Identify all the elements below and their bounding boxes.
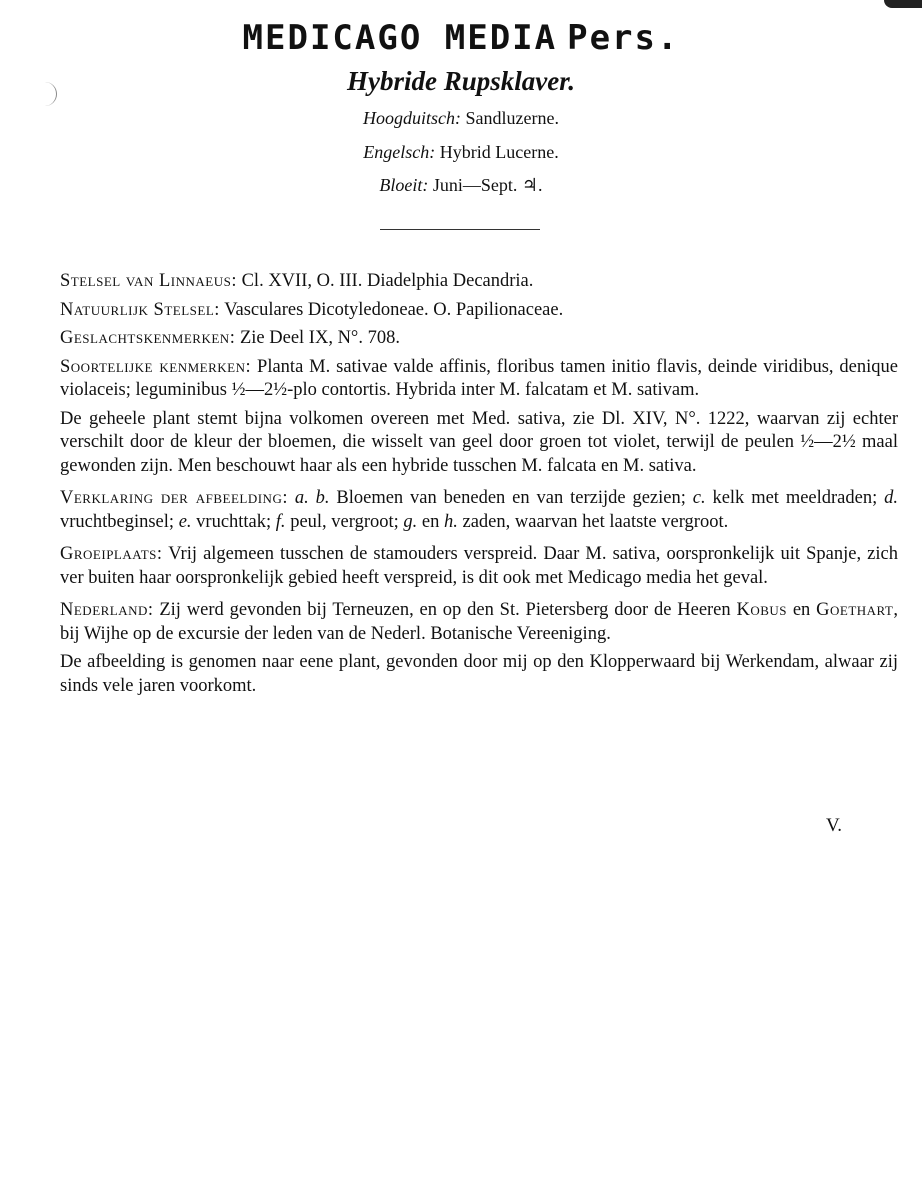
figure-letter: f.	[271, 511, 286, 532]
name-value: Sandluzerne.	[465, 108, 559, 128]
title-main: MEDICAGO MEDIA	[242, 18, 558, 58]
section-text: , bij Wijhe op de excursie der leden van de Nederl. Botanische Vereeniging.	[60, 600, 898, 644]
name-value: Hybrid Lucerne.	[439, 142, 559, 162]
section-groeiplaats	[60, 543, 898, 590]
figure-letter: g.	[398, 511, 418, 532]
page-title	[0, 16, 922, 60]
section-verklaring	[60, 487, 898, 534]
name-key: Hoogduitsch:	[363, 108, 462, 128]
scan-corner-mark	[884, 0, 922, 8]
figure-letter: h.	[439, 511, 458, 532]
section-label: Groeiplaats:	[60, 544, 163, 564]
section-text: Planta M. sativae valde affinis, floribus tamen initio flavis, deinde viridibus, denique violaceis; leguminibus ½—2½-plo contortis. Hybrida inter M. falcatam et M. sativam.	[60, 356, 898, 400]
section-natuurlijk	[60, 299, 898, 323]
section-text: Vrij algemeen tusschen de stamouders verspreid. Daar M. sativa, oorspronkelijk uit Spanje, zich ver buiten haar oorspronkelijk gebied heeft verspreid, is dit ook met Medicago media het geval.	[60, 544, 898, 588]
section-label: Soortelijke kenmerken:	[60, 356, 252, 377]
page-subtitle: Hybride Rupsklaver.	[347, 66, 575, 96]
figure-text: peul, vergroot;	[285, 511, 399, 532]
section-nederland	[60, 599, 898, 646]
name-row-german	[0, 105, 922, 131]
person-name: Goethart	[816, 600, 894, 620]
figure-text: vruchttak;	[191, 511, 272, 532]
figure-letter: d.	[877, 488, 899, 508]
name-key: Engelsch:	[363, 142, 436, 162]
divider-rule	[380, 229, 540, 230]
figure-text: Bloemen van beneden en van terzijde gezien;	[329, 488, 686, 508]
document-body	[60, 270, 898, 707]
title-author: Pers.	[567, 18, 680, 58]
section-soort	[60, 356, 898, 403]
name-row-bloom	[0, 172, 922, 198]
name-row-english	[0, 139, 922, 165]
section-text: Vasculares Dicotyledoneae. O. Papilionaceae.	[219, 299, 564, 320]
section-text: Zie Deel IX, N°. 708.	[235, 328, 400, 348]
author-signature: V.	[826, 815, 843, 836]
section-beschrijving: De geheele plant stemt bijna volkomen overeen met Med. sativa, zie Dl. XIV, N°. 1222, waarvan zij echter verschilt door de kleur der bloemen, die wisselt van geel door groen tot violet, terwijl de peulen ½—2½ maal gewonden zijn. Men beschouwt haar als een hybride tusschen M. falcata en M. sativa.	[60, 408, 898, 476]
section-text: Zij werd gevonden bij Terneuzen, en op den St. Pietersberg door de Heeren	[153, 600, 737, 620]
section-afbeelding: De afbeelding is genomen naar eene plant, gevonden door mij op den Klopperwaard bij Werkendam, alwaar zij sinds vele jaren voorkomt.	[60, 652, 898, 696]
section-label: Geslachtskenmerken:	[60, 328, 236, 348]
section-geslacht	[60, 327, 898, 351]
figure-letter: e.	[174, 511, 192, 532]
section-label: Natuurlijk Stelsel:	[60, 299, 220, 320]
section-text: en	[787, 600, 817, 620]
section-linnaeus	[60, 270, 898, 294]
figure-letter: a. b.	[287, 488, 330, 508]
section-label: Stelsel van Linnaeus:	[60, 271, 237, 291]
section-text: Cl. XVII, O. III. Diadelphia Decandria.	[236, 271, 534, 291]
name-key: Bloeit:	[379, 175, 429, 195]
section-label: Verklaring der afbeelding:	[60, 488, 288, 508]
name-value: Juni—Sept. ♃.	[432, 175, 543, 195]
figure-text: kelk met meeldraden;	[705, 488, 878, 508]
figure-text: zaden, waarvan het laatste vergroot.	[457, 511, 729, 532]
figure-text: en	[417, 511, 440, 532]
person-name: Kobus	[736, 600, 788, 620]
figure-text: vruchtbeginsel;	[60, 511, 175, 532]
section-label: Nederland:	[60, 600, 154, 620]
figure-letter: c.	[685, 488, 706, 508]
